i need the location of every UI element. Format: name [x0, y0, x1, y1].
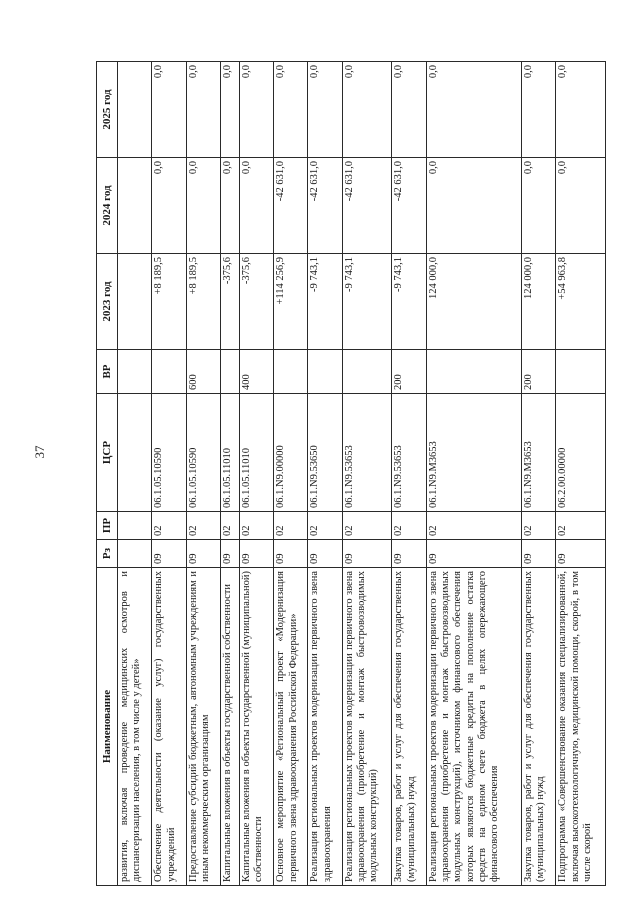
cell-2023: 124 000,0: [426, 254, 521, 350]
cell-name: Закупка товаров, работ и услуг для обеспечения государственных (муниципальных) нужд: [392, 568, 426, 886]
table-row: [342, 62, 392, 886]
cell-2024: -42 631,0: [308, 158, 342, 254]
cell-name: Капитальные вложения в объекты государственной (муниципальной) собственности: [239, 568, 273, 886]
cell-name: Основное мероприятие «Региональный проект «Модернизация первичного звена здравоохранения Российской Федерации»: [274, 568, 308, 886]
cell-csr: 06.1.05.10590: [186, 394, 220, 512]
cell-2024: -42 631,0: [392, 158, 426, 254]
cell-rz: 09: [392, 540, 426, 568]
table-header-row: [97, 62, 118, 886]
table-body: [118, 62, 606, 886]
cell-2025: 0,0: [274, 62, 308, 158]
cell-2024: 0,0: [239, 158, 273, 254]
cell-csr: 06.1.N9.00000: [274, 394, 308, 512]
cell-2024: -42 631,0: [274, 158, 308, 254]
cell-pr: 02: [239, 512, 273, 540]
cell-name: Обеспечение деятельности (оказание услуг) государственных учреждений: [152, 568, 186, 886]
cell-2024: 0,0: [426, 158, 521, 254]
cell-2024: 0,0: [556, 158, 606, 254]
cell-pr: 02: [186, 512, 220, 540]
cell-name: Капитальные вложения в объекты государственной собственности: [220, 568, 239, 886]
cell-2024: -42 631,0: [342, 158, 392, 254]
table-row: [522, 62, 556, 886]
cell-2023: [118, 254, 152, 350]
cell-csr: 06.1.N9.53653: [392, 394, 426, 512]
cell-vr: [118, 350, 152, 394]
cell-csr: 06.1.05.11010: [220, 394, 239, 512]
cell-2023: -375,6: [239, 254, 273, 350]
cell-pr: 02: [152, 512, 186, 540]
cell-2025: 0,0: [152, 62, 186, 158]
header-rz: Рз: [97, 540, 118, 568]
table-row: [186, 62, 220, 886]
cell-name: Реализация региональных проектов модернизации первичного звена здравоохранения (приобретение и монтаж быстровозводимых модульных конструкций), источником финансового обеспечения которых являются бюджетные кредиты на пополнение остатка средств на едином счете бюджета в целях опережающего финансового обеспечения: [426, 568, 521, 886]
header-pr: ПР: [97, 512, 118, 540]
table-row: [426, 62, 521, 886]
cell-2023: +54 963,8: [556, 254, 606, 350]
cell-2025: 0,0: [392, 62, 426, 158]
cell-pr: 02: [522, 512, 556, 540]
cell-2025: 0,0: [308, 62, 342, 158]
cell-vr: 400: [239, 350, 273, 394]
cell-name: Подпрограмма «Совершенствование оказания специализированной, включая высокотехнологичную, медицинской помощи, скорой, в том числе скорой: [556, 568, 606, 886]
table-row: [392, 62, 426, 886]
header-2025: 2025 год: [97, 62, 118, 158]
cell-2024: 0,0: [186, 158, 220, 254]
cell-rz: 09: [239, 540, 273, 568]
cell-2024: 0,0: [220, 158, 239, 254]
cell-vr: 200: [522, 350, 556, 394]
table-row: [220, 62, 239, 886]
cell-name: Реализация региональных проектов модернизации первичного звена здравоохранения (приобретение и монтаж быстровозводимых модульных конструкций): [342, 568, 392, 886]
cell-vr: [308, 350, 342, 394]
cell-csr: 06.1.05.10590: [152, 394, 186, 512]
cell-2023: +8 189,5: [186, 254, 220, 350]
cell-name: Закупка товаров, работ и услуг для обеспечения государственных (муниципальных) нужд: [522, 568, 556, 886]
budget-table: [96, 61, 606, 886]
cell-vr: [220, 350, 239, 394]
cell-csr: 06.1.N9.М3653: [522, 394, 556, 512]
cell-2023: +8 189,5: [152, 254, 186, 350]
cell-name: Реализация региональных проектов модернизации первичного звена здравоохранения: [308, 568, 342, 886]
cell-2025: 0,0: [426, 62, 521, 158]
table-row: [118, 62, 152, 886]
header-2024: 2024 год: [97, 158, 118, 254]
cell-csr: 06.2.00.00000: [556, 394, 606, 512]
cell-vr: [426, 350, 521, 394]
cell-rz: 09: [426, 540, 521, 568]
cell-rz: [118, 540, 152, 568]
cell-2023: +114 256,9: [274, 254, 308, 350]
cell-pr: 02: [220, 512, 239, 540]
cell-2025: 0,0: [239, 62, 273, 158]
cell-2023: -9 743,1: [308, 254, 342, 350]
page-number: 37: [32, 445, 47, 459]
cell-rz: 09: [308, 540, 342, 568]
cell-2025: 0,0: [556, 62, 606, 158]
cell-csr: [118, 394, 152, 512]
cell-vr: [342, 350, 392, 394]
cell-2023: -375,6: [220, 254, 239, 350]
cell-2023: 124 000,0: [522, 254, 556, 350]
cell-pr: [118, 512, 152, 540]
cell-rz: 09: [522, 540, 556, 568]
cell-2025: 0,0: [522, 62, 556, 158]
cell-name: Предоставление субсидий бюджетным, автономным учреждениям и иным некоммерческим организациям: [186, 568, 220, 886]
cell-csr: 06.1.N9.М3653: [426, 394, 521, 512]
cell-vr: [556, 350, 606, 394]
cell-rz: 09: [342, 540, 392, 568]
cell-rz: 09: [186, 540, 220, 568]
table-row: [274, 62, 308, 886]
header-vr: ВР: [97, 350, 118, 394]
cell-2025: 0,0: [186, 62, 220, 158]
header-name: Наименование: [97, 568, 118, 886]
cell-rz: 09: [274, 540, 308, 568]
cell-vr: [274, 350, 308, 394]
cell-2025: 0,0: [220, 62, 239, 158]
cell-2024: 0,0: [522, 158, 556, 254]
cell-2025: 0,0: [342, 62, 392, 158]
header-2023: 2023 год: [97, 254, 118, 350]
cell-vr: [152, 350, 186, 394]
rotated-table-wrapper: [96, 62, 606, 886]
cell-rz: 09: [556, 540, 606, 568]
cell-vr: 200: [392, 350, 426, 394]
cell-pr: 02: [392, 512, 426, 540]
cell-name: развития, включая проведение медицинских осмотров и диспансеризации населения, в том числе у детей»: [118, 568, 152, 886]
cell-pr: 02: [274, 512, 308, 540]
cell-rz: 09: [152, 540, 186, 568]
cell-pr: 02: [342, 512, 392, 540]
cell-csr: 06.1.05.11010: [239, 394, 273, 512]
cell-2024: [118, 158, 152, 254]
cell-pr: 02: [556, 512, 606, 540]
cell-csr: 06.1.N9.53653: [342, 394, 392, 512]
header-csr: ЦСР: [97, 394, 118, 512]
cell-pr: 02: [426, 512, 521, 540]
cell-2023: -9 743,1: [342, 254, 392, 350]
cell-pr: 02: [308, 512, 342, 540]
cell-csr: 06.1.N9.53650: [308, 394, 342, 512]
cell-2023: -9 743,1: [392, 254, 426, 350]
table-row: [152, 62, 186, 886]
table-row: [556, 62, 606, 886]
table-row: [239, 62, 273, 886]
cell-rz: 09: [220, 540, 239, 568]
cell-2024: 0,0: [152, 158, 186, 254]
cell-vr: 600: [186, 350, 220, 394]
table-row: [308, 62, 342, 886]
cell-2025: [118, 62, 152, 158]
